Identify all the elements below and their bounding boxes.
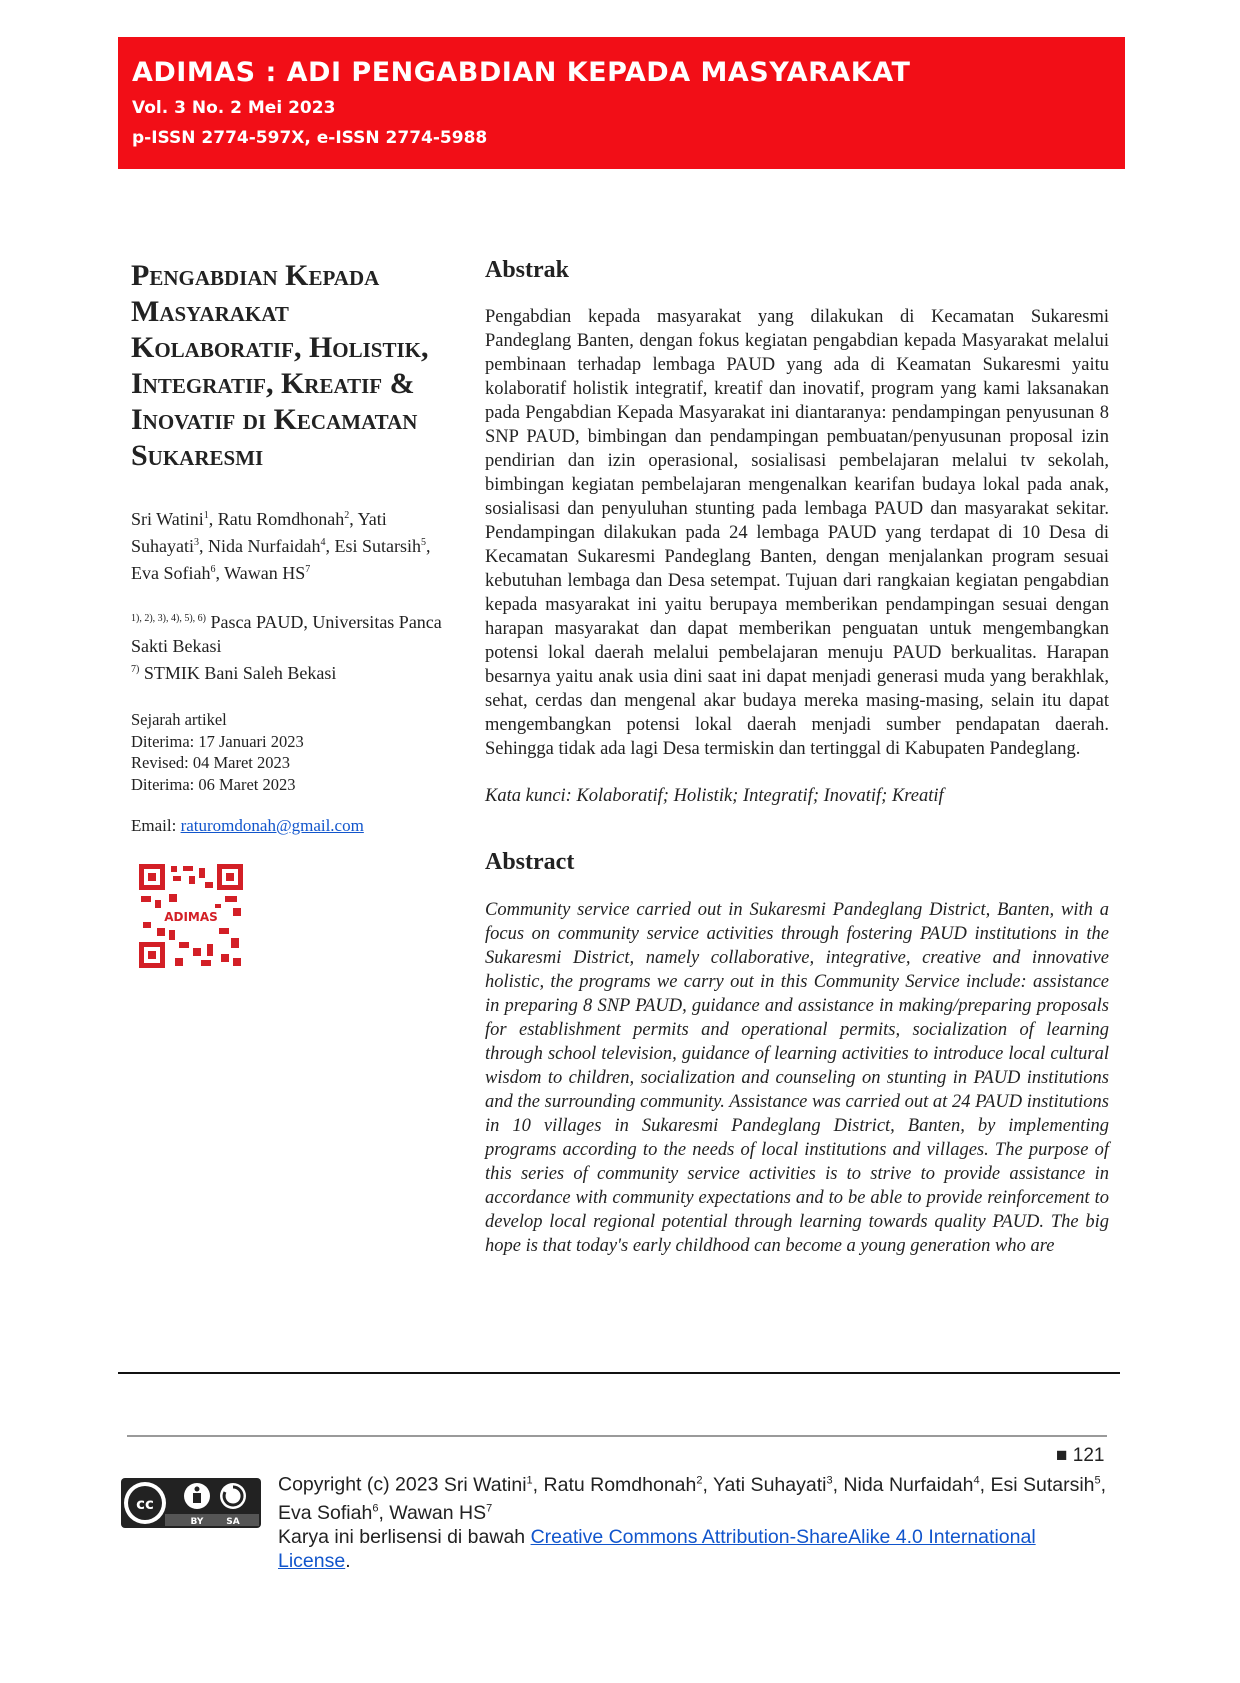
abstract-text: Community service carried out in Sukaresmi Pandeglang District, Banten, with a focus on community service activities through fostering PAUD institutions in the Sukaresmi District, namely collaborative, integrative, creative and innovative holistic, the programs we carry out in this Community Service include: assistance in preparing 8 SNP PAUD, guidance and assistance in making/preparing proposals for establishment permits and operational permits, socialization of learning through school television, guidance of learning activities to introduce local cultural wisdom to children, socialization and counseling on stunting in PAUD institutions and the surrounding community. Assistance was carried out at 24 PAUD institutions in 10 villages in Sukaresmi Pandeglang District, Banten, by implementing programs according to the needs of local institutions and villages. The purpose of this series of community service activities is to strive to provide assistance in accordance with community expectations and to be able to provide reinforcement to develop local regional potential through learning towards quality PAUD. The big hope is that today's early childhood can become a young generation who are <box>485 900 1109 1256</box>
author-index: 7 <box>486 1502 493 1515</box>
author-index: 3 <box>194 537 199 548</box>
footer-author-name: Nida Nurfaidah <box>843 1473 974 1496</box>
footer-divider <box>127 1435 1107 1437</box>
history-revised: Revised: 04 Maret 2023 <box>131 753 291 772</box>
cc-by-sa-icon[interactable] <box>121 1478 261 1528</box>
footer-author-name: Sri Watini <box>443 1473 527 1496</box>
author-index: 7 <box>305 564 311 575</box>
email-line <box>131 816 446 836</box>
author-list: Sri Watini$^1$, Ratu Romdhonah$^2$, Yati Suhayati$^3$, Nida Nurfaidah$^4$, Esi Sutarsih$^5$, Eva Sofiah$^6$, Wawan $HS^7$ <box>131 509 431 583</box>
author-index: 6 <box>372 1502 379 1515</box>
license-line: Karya ini berlisensi di bawah Creative Commons Attribution-ShareAlike 4.0 International License. <box>278 1526 1036 1572</box>
email-label: Email: <box>131 816 181 835</box>
svg-text:SA: SA <box>226 1517 240 1527</box>
journal-volume: Vol. 3 No. 2 Mei 2023 <box>132 98 336 118</box>
author-index: 2 <box>344 510 350 521</box>
page-number: ■ 121 <box>1056 1445 1105 1466</box>
author-name: Yati Suhayati <box>131 509 387 556</box>
svg-text:ADIMAS: ADIMAS <box>164 910 218 924</box>
author-index: 4 <box>320 537 326 548</box>
author-name: Nida Nurfaidah <box>208 536 321 556</box>
footer-author-name: Eva Sofiah <box>278 1502 373 1524</box>
abstract-heading: Abstract <box>485 849 575 875</box>
copyright-notice <box>278 1468 1108 1573</box>
author-index: 5 <box>1094 1474 1101 1486</box>
journal-title: ADIMAS : ADI PENGABDIAN KEPADA MASYARAKAT <box>132 57 911 88</box>
author-index: 5 <box>420 537 426 548</box>
svg-text:cc: cc <box>136 1495 154 1513</box>
author-name: Eva Sofiah <box>131 563 211 583</box>
column-divider <box>118 1372 1120 1374</box>
affiliations <box>131 607 446 685</box>
journal-banner <box>118 37 1125 169</box>
journal-issn: p-ISSN 2774-597X, e-ISSN 2774-5988 <box>132 128 488 148</box>
affiliation-1: $^{1), 2), 3), 4), 5), 6)}$ Pasca PAUD, Universitas Panca Sakti Bekasi <box>131 612 442 656</box>
author-index: 1 <box>203 510 209 521</box>
footer-author-name: Yati Suhayati <box>712 1473 827 1496</box>
affiliation-2: $^{7)}$ STMIK Bani Saleh Bekasi <box>131 663 337 683</box>
article-history <box>131 709 446 795</box>
author-name: Wawan HS <box>224 563 306 583</box>
qr-code <box>139 864 243 968</box>
article-title: Pengabdian Kepada Masyarakat Kolaboratif, Holistik, Integratif, Kreatif & Inovatif di Kecamatan Sukaresmi <box>131 259 429 472</box>
abstrak-heading: Abstrak <box>485 257 570 283</box>
license-link[interactable]: Creative Commons Attribution-ShareAlike 4.0 International License <box>278 1526 1036 1572</box>
history-accepted: Diterima: 06 Maret 2023 <box>131 774 296 794</box>
article-meta-column <box>131 258 446 968</box>
author-index: 4 <box>973 1474 980 1486</box>
author-index: 6 <box>210 564 216 575</box>
author-index: 2 <box>696 1474 703 1486</box>
footer-author-name: Wawan HS <box>389 1502 487 1524</box>
author-index: 1 <box>526 1474 533 1486</box>
copyright-line: Copyright (c) 2023 Sri Watini$^1$, Ratu Romdhonah$^2$, Yati Suhayati$^3$, Nida Nurfaidah$^4$, Esi Sutarsih$^5$, Eva Sofiah$^6$, Wawan $HS^7$ <box>278 1473 1107 1524</box>
abstract-column <box>485 255 1109 1258</box>
email-link[interactable]: raturomdonah@gmail.com <box>180 816 364 835</box>
author-name: Ratu Romdhonah <box>217 509 345 529</box>
author-name: Sri Watini <box>131 509 204 529</box>
author-name: Esi Sutarsih <box>334 536 421 556</box>
footer-author-name: Ratu Romdhonah <box>543 1473 697 1496</box>
history-received: Diterima: 17 Januari 2023 <box>131 731 304 751</box>
abstrak-text: Pengabdian kepada masyarakat yang dilakukan di Kecamatan Sukaresmi Pandeglang Banten, dengan fokus kegiatan pengabdian kepada Masyarakat melalui pembinaan terhadap lembaga PAUD yang ada di Keamatan Sukaresmi yaitu kolaboratif holistik integratif, kreatif dan inovatif, program yang kami laksanakan pada Pengabdian Kepada Masyarakat ini diantaranya: pendampingan penyusunan 8 SNP PAUD, bimbingan dan pendampingan pembuatan/penyusunan proposal izin pendirian dan izin operasional, sosialisasi pembelajaran melalui tv sekolah, bimbingan kegiatan pembelajaran mengenalkan kearifan budaya lokal pada anak, sosialisasi dan penyuluhan stunting pada lembaga PAUD dan masyarakat sekitar. Pendampingan dilakukan pada 24 lembaga PAUD yang terdapat di 10 Desa di Kecamatan Sukaresmi Pandeglang Banten, dengan menjalankan program sesuai kebutuhan lembaga dan Desa setempat. Tujuan dari rangkaian kegiatan pengabdian kepada masyarakat ini yaitu berupaya memberikan pendampingan sesuai dengan harapan masyarakat dan dapat memberikan penguatan untuk mengembangkan potensi lokal daerah melalui pembelajaran menuju PAUD berkualitas. Harapan besarnya yaitu anak usia dini saat ini dapat menjadi generasi muda yang berakhlak, sehat, cerdas dan mengenal akar budaya mereka masing-masing, selain itu dapat mengembangkan potensi lokal daerah menjadi sumber pendapatan daerah. Sehingga tidak ada lagi Desa termiskin dan tertinggal di Kabupaten Pandeglang. <box>485 307 1109 759</box>
author-index: 3 <box>826 1474 833 1486</box>
footer-author-name: Esi Sutarsih <box>990 1473 1095 1496</box>
keywords: Kata kunci: Kolaboratif; Holistik; Integratif; Inovatif; Kreatif <box>485 786 944 806</box>
history-label: Sejarah artikel <box>131 710 227 729</box>
svg-text:BY: BY <box>190 1517 204 1527</box>
